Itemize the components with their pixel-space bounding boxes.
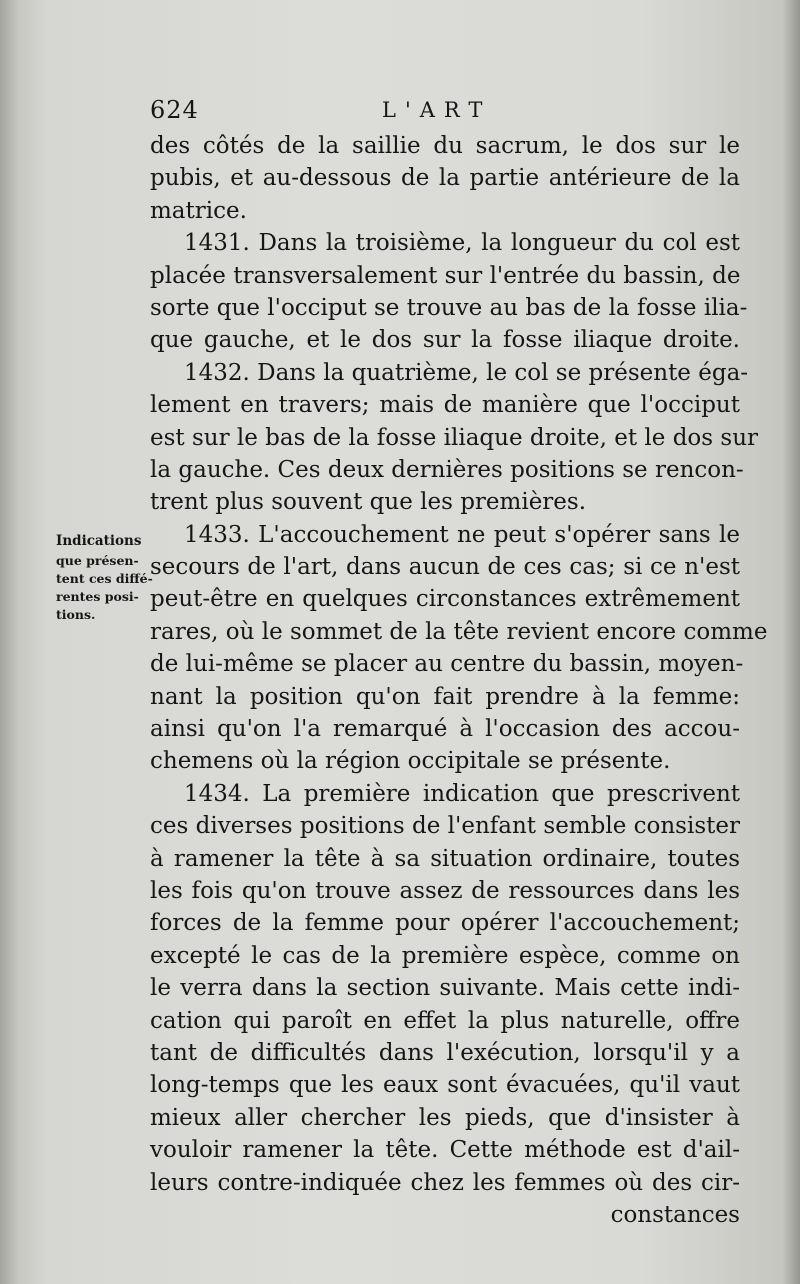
- text-line: ainsi qu'on l'a remarqué à l'occasion des accou-: [150, 716, 740, 743]
- text-line: nant la position qu'on fait prendre à la femme:: [150, 683, 740, 710]
- text-line: matrice.: [150, 197, 247, 224]
- right-edge-shadow: [782, 0, 800, 1284]
- text-line: peut-être en quelques circonstances extrêmement: [150, 586, 740, 613]
- text-line: rares, où le sommet de la tête revient encore comme: [150, 618, 768, 645]
- text-line: que gauche, et le dos sur la fosse iliaque droite.: [150, 327, 740, 354]
- text-line: chemens où la région occipitale se présente.: [150, 748, 671, 775]
- margin-note-line: Indications: [56, 533, 142, 549]
- text-line: 1431. Dans la troisième, la longueur du col est: [184, 230, 740, 257]
- margin-note-line: que présen-: [56, 553, 139, 568]
- margin-note-line: tions.: [56, 607, 96, 622]
- text-line: 1433. L'accouchement ne peut s'opérer sans le: [184, 521, 740, 548]
- text-line: à ramener la tête à sa situation ordinaire, toutes: [150, 845, 740, 872]
- running-title: L'ART: [382, 98, 492, 122]
- text-line: les fois qu'on trouve assez de ressources dans les: [150, 877, 740, 904]
- text-line: lement en travers; mais de manière que l'occiput: [150, 392, 740, 419]
- text-line: de lui-même se placer au centre du bassin, moyen-: [150, 651, 744, 678]
- text-line: des côtés de la saillie du sacrum, le dos sur le: [150, 133, 740, 159]
- text-line: vouloir ramener la tête. Cette méthode est d'ail-: [150, 1137, 740, 1164]
- text-line: leurs contre-indiquée chez les femmes où des cir-: [150, 1169, 740, 1196]
- text-line: mieux aller chercher les pieds, que d'insister à: [150, 1104, 740, 1131]
- text-line: placée transversalement sur l'entrée du bassin, de: [150, 262, 741, 289]
- text-line: 1434. La première indication que prescrivent: [184, 780, 740, 807]
- text-line: long-temps que les eaux sont évacuées, qu'il vaut: [150, 1072, 740, 1099]
- text-line: le verra dans la section suivante. Mais cette indi-: [150, 975, 740, 1002]
- text-line: tant de difficultés dans l'exécution, lorsqu'il y a: [150, 1039, 740, 1066]
- text-line: secours de l'art, dans aucun de ces cas; si ce n'est: [150, 554, 740, 581]
- text-line: cation qui paroît en effet la plus naturelle, offre: [150, 1007, 740, 1034]
- text-line: ces diverses positions de l'enfant semble consister: [150, 813, 740, 840]
- text-line: trent plus souvent que les premières.: [150, 489, 587, 516]
- text-line: forces de la femme pour opérer l'accouchement;: [150, 910, 740, 937]
- text-line: pubis, et au-dessous de la partie antérieure de la: [150, 165, 740, 192]
- running-header: [150, 96, 740, 128]
- text-line: la gauche. Ces deux dernières positions se rencon-: [150, 456, 744, 483]
- text-line: sorte que l'occiput se trouve au bas de la fosse ilia-: [150, 294, 748, 321]
- margin-note: [56, 530, 154, 624]
- text-line: est sur le bas de la fosse iliaque droite, et le dos sur: [150, 424, 759, 451]
- left-edge-shadow: [0, 0, 18, 1284]
- page-number: 624: [150, 96, 199, 124]
- margin-note-line: tent ces diffé-: [56, 571, 153, 586]
- margin-note-line: rentes posi-: [56, 589, 139, 604]
- text-line: 1432. Dans la quatrième, le col se présente éga-: [184, 359, 749, 386]
- text-line: excepté le cas de la première espèce, comme on: [150, 942, 740, 969]
- body-text: [150, 130, 768, 1231]
- catchword: constances: [610, 1201, 740, 1228]
